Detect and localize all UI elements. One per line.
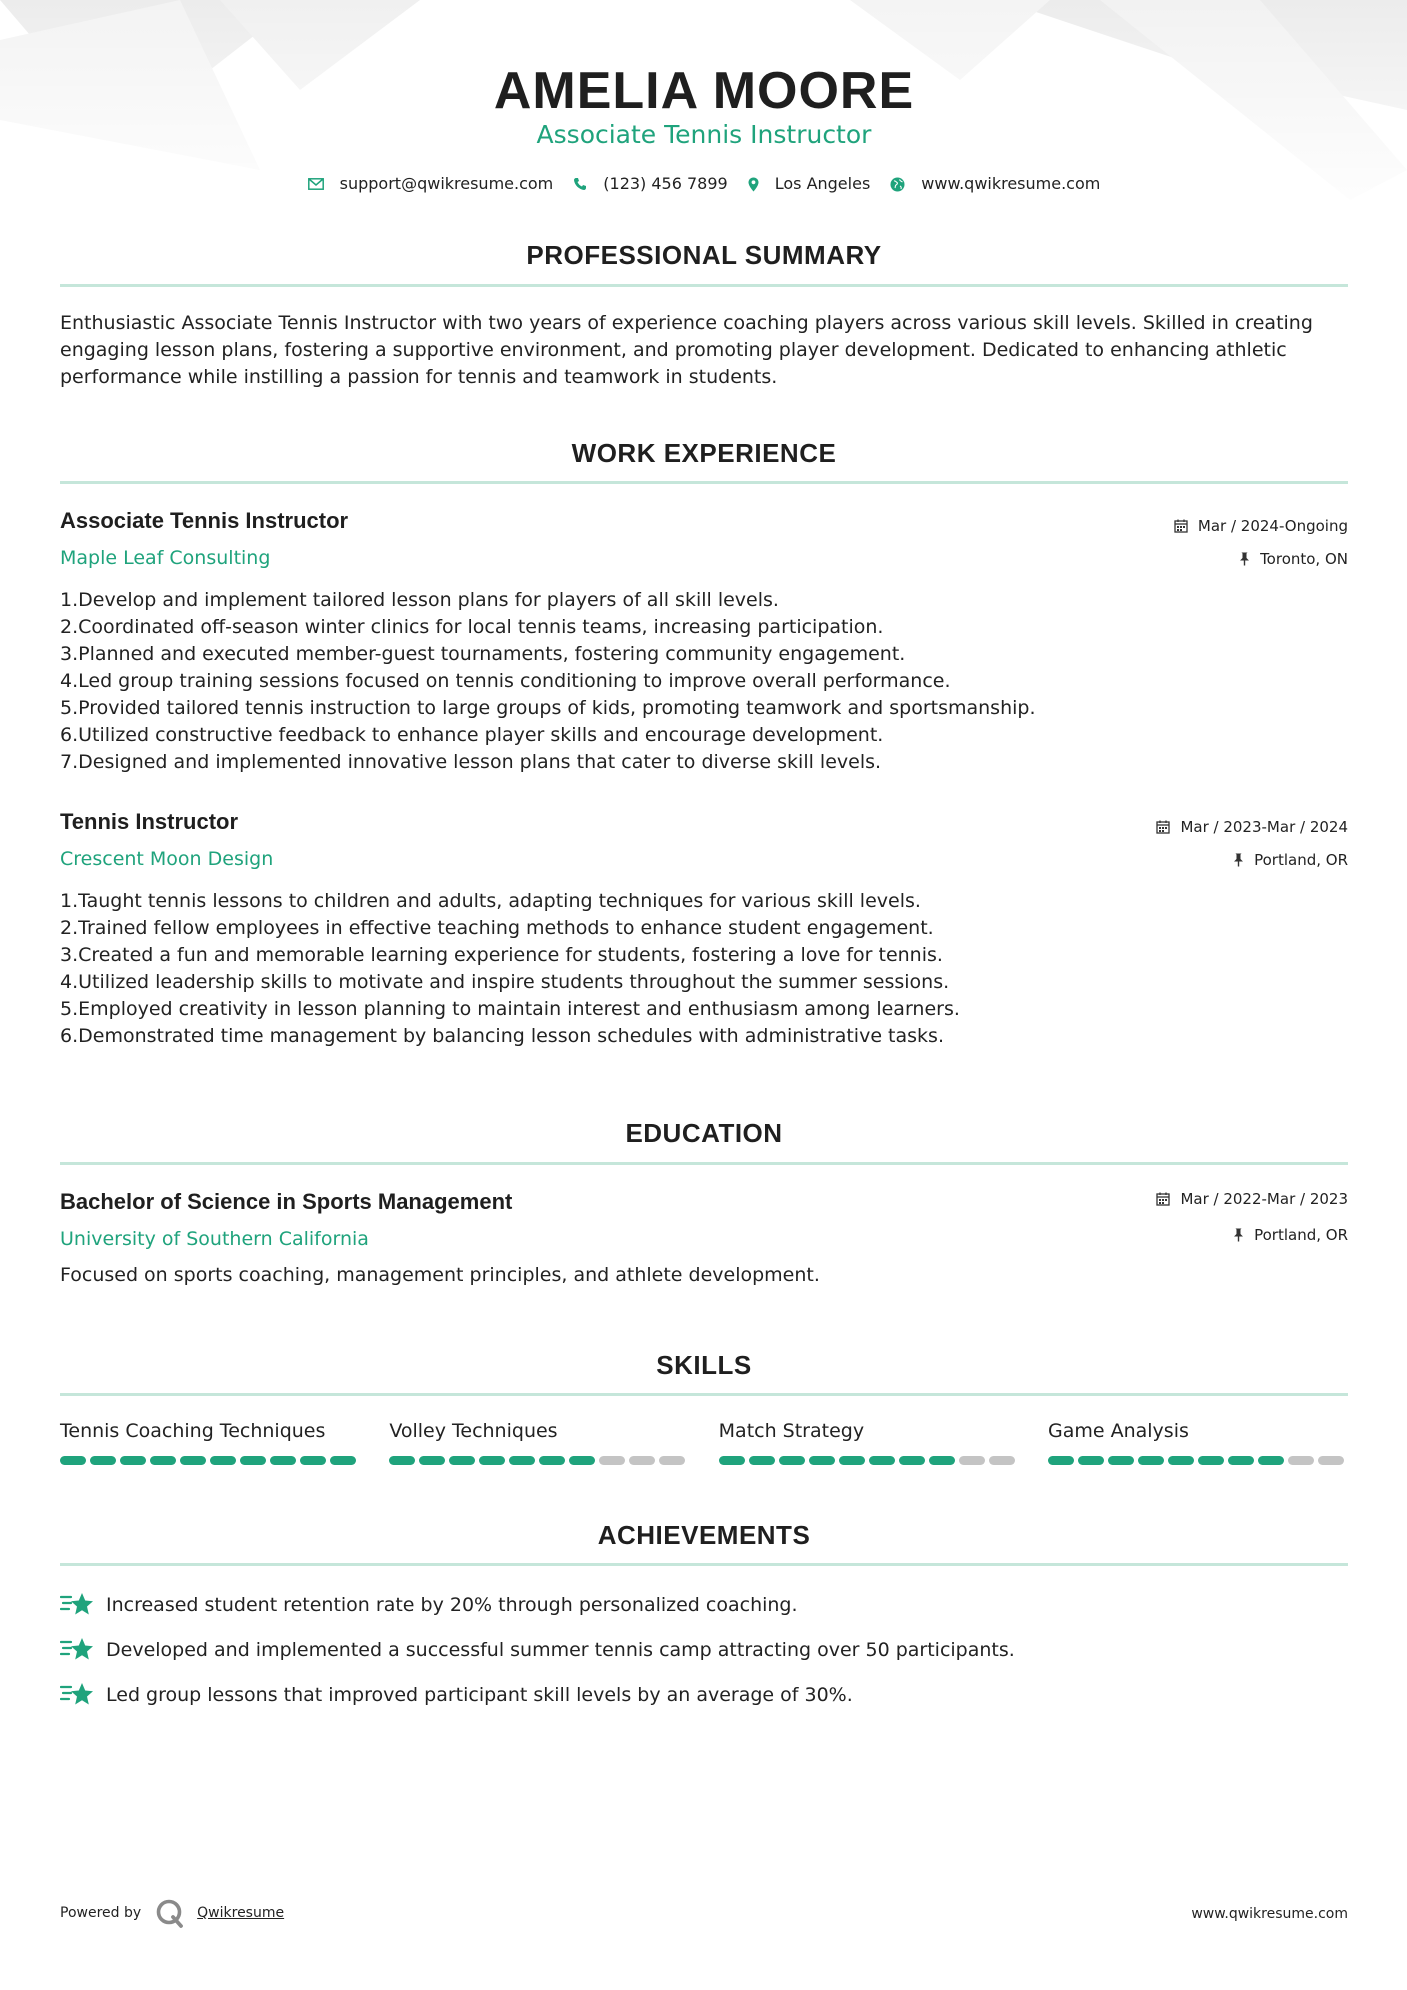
skill-segment-filled: [389, 1456, 415, 1465]
list-item: [60, 1023, 1348, 1050]
list-item: [60, 614, 1348, 641]
list-item-number: 3.: [60, 643, 79, 665]
envelope-icon: [308, 178, 324, 190]
skill-segment-filled: [210, 1456, 236, 1465]
education-description: Focused on sports coaching, management principles, and athlete development.: [60, 1264, 820, 1286]
list-item: [60, 587, 1348, 614]
list-item: [60, 668, 1348, 695]
skill-segment-filled: [1108, 1456, 1134, 1465]
list-item-number: 5.: [60, 697, 79, 719]
skills-list: [60, 1418, 1348, 1465]
skills-heading: SKILLS: [656, 1350, 752, 1380]
list-item-number: 6.: [60, 724, 79, 746]
job-dates-text: Mar / 2023-Mar / 2024: [1180, 818, 1348, 836]
skill-segment-filled: [809, 1456, 835, 1465]
skill-name: Tennis Coaching Techniques: [60, 1420, 326, 1442]
pushpin-icon: [1233, 853, 1244, 867]
skill-segment-filled: [509, 1456, 535, 1465]
list-item-number: 2.: [60, 917, 79, 939]
calendar-icon: [1156, 1192, 1170, 1206]
job-location: [1239, 548, 1348, 570]
list-item-text: Provided tailored tennis instruction to large groups of kids, promoting teamwork and sportsmanship.: [78, 697, 1036, 719]
list-item: [60, 888, 1348, 915]
list-item-number: 2.: [60, 616, 79, 638]
achievement-item: [60, 1680, 1348, 1710]
achievement-text: Increased student retention rate by 20% through personalized coaching.: [106, 1594, 798, 1616]
skill-name: Game Analysis: [1047, 1420, 1189, 1442]
summary-heading: PROFESSIONAL SUMMARY: [526, 240, 882, 270]
skill-segment-filled: [90, 1456, 116, 1465]
list-item-text: Coordinated off-season winter clinics for local tennis teams, increasing participation.: [78, 616, 884, 638]
contact-phone[interactable]: [573, 172, 727, 196]
skill-item: [1048, 1418, 1348, 1465]
list-item-text: Utilized constructive feedback to enhance player skills and encourage development.: [78, 724, 884, 746]
job-title: Associate Tennis Instructor: [60, 508, 349, 533]
skill-item: [389, 1418, 689, 1465]
skill-level-bar: [1048, 1456, 1348, 1465]
contact-bar: [60, 172, 1348, 196]
list-item: [60, 969, 1348, 996]
list-item-text: Led group training sessions focused on tennis conditioning to improve overall performance.: [78, 670, 951, 692]
list-item-text: Develop and implement tailored lesson plans for players of all skill levels.: [78, 589, 779, 611]
skill-segment-filled: [449, 1456, 475, 1465]
list-item-text: Trained fellow employees in effective teaching methods to enhance student engagement.: [78, 917, 934, 939]
skill-segment-filled: [869, 1456, 895, 1465]
job-bullets: [60, 888, 1348, 1050]
list-item-number: 3.: [60, 944, 79, 966]
contact-email[interactable]: [308, 172, 554, 196]
job-title: Tennis Instructor: [60, 809, 239, 834]
skill-segment-filled: [539, 1456, 565, 1465]
skill-segment-filled: [479, 1456, 505, 1465]
job-company: Maple Leaf Consulting: [60, 547, 271, 569]
skill-level-bar: [60, 1456, 360, 1465]
contact-location-text: Los Angeles: [774, 174, 871, 193]
contact-website-text: www.qwikresume.com: [921, 174, 1101, 193]
phone-icon: [573, 177, 587, 191]
skill-segment-filled: [929, 1456, 955, 1465]
skill-item: [60, 1418, 360, 1465]
list-item-text: Utilized leadership skills to motivate and inspire students throughout the summer sessions.: [78, 971, 950, 993]
list-item: [60, 996, 1348, 1023]
list-item-text: Designed and implemented innovative lesson plans that cater to diverse skill levels.: [78, 751, 882, 773]
section-divider: [60, 1563, 1348, 1566]
candidate-title: Associate Tennis Instructor: [536, 120, 872, 149]
degree-title: Bachelor of Science in Sports Management: [60, 1189, 513, 1214]
summary-text: Enthusiastic Associate Tennis Instructor with two years of experience coaching players across various skill levels. Skilled in creating engaging lesson plans, fostering a supportive environment, and promoting player development. Dedicated to enhancing athletic performance while instilling a passion for tennis and teamwork in students.: [60, 312, 1313, 388]
footer-website[interactable]: www.qwikresume.com: [1191, 1906, 1348, 1922]
skill-segment-filled: [749, 1456, 775, 1465]
list-item: [60, 915, 1348, 942]
section-divider: [60, 1393, 1348, 1396]
job-location-text: Portland, OR: [1254, 851, 1348, 869]
shooting-star-icon: [60, 1591, 94, 1619]
map-pin-icon: [748, 177, 759, 192]
list-item-text: Planned and executed member-guest tournaments, fostering community engagement.: [78, 643, 906, 665]
skill-segment-filled: [1198, 1456, 1224, 1465]
contact-location: [748, 172, 871, 196]
list-item: [60, 942, 1348, 969]
skill-segment-filled: [569, 1456, 595, 1465]
skill-segment-filled: [300, 1456, 326, 1465]
list-item-number: 7.: [60, 751, 79, 773]
skill-segment-empty: [629, 1456, 655, 1465]
skill-segment-empty: [959, 1456, 985, 1465]
section-divider: [60, 481, 1348, 484]
education-location-text: Portland, OR: [1254, 1226, 1348, 1244]
skill-segment-filled: [839, 1456, 865, 1465]
list-item-number: 4.: [60, 670, 79, 692]
job-location-text: Toronto, ON: [1260, 550, 1348, 568]
job-location: [1233, 849, 1348, 871]
job-bullets: [60, 587, 1348, 776]
candidate-name: AMELIA MOORE: [493, 62, 915, 120]
calendar-icon: [1174, 519, 1188, 533]
skill-segment-filled: [330, 1456, 356, 1465]
achievement-text: Developed and implemented a successful summer tennis camp attracting over 50 participants.: [106, 1639, 1015, 1661]
list-item: [60, 722, 1348, 749]
list-item-number: 5.: [60, 998, 79, 1020]
skill-segment-filled: [899, 1456, 925, 1465]
skill-segment-filled: [270, 1456, 296, 1465]
skill-item: [719, 1418, 1019, 1465]
contact-email-text: support@qwikresume.com: [339, 174, 554, 193]
list-item: [60, 695, 1348, 722]
skill-name: Match Strategy: [718, 1420, 865, 1442]
list-item: [60, 749, 1348, 776]
education-dates: [1156, 1188, 1348, 1210]
school-name: University of Southern California: [60, 1228, 369, 1250]
skill-segment-filled: [120, 1456, 146, 1465]
skill-segment-filled: [1048, 1456, 1074, 1465]
experience-heading: WORK EXPERIENCE: [571, 438, 837, 468]
section-divider: [60, 284, 1348, 287]
calendar-icon: [1156, 820, 1170, 834]
education-location: [1233, 1224, 1348, 1246]
achievements-list: [60, 1590, 1348, 1725]
powered-by-label: Powered by: [60, 1905, 142, 1921]
pushpin-icon: [1239, 552, 1250, 566]
achievement-text: Led group lessons that improved participant skill levels by an average of 30%.: [106, 1684, 853, 1706]
list-item-text: Taught tennis lessons to children and adults, adapting techniques for various skill levels.: [78, 890, 921, 912]
achievements-heading: ACHIEVEMENTS: [597, 1520, 811, 1550]
skill-segment-filled: [240, 1456, 266, 1465]
list-item-number: 1.: [60, 589, 79, 611]
skill-segment-filled: [719, 1456, 745, 1465]
list-item-text: Employed creativity in lesson planning to maintain interest and enthusiasm among learners.: [78, 998, 960, 1020]
job-company: Crescent Moon Design: [60, 848, 274, 870]
footer-powered-by: [60, 1898, 284, 1928]
skill-segment-empty: [1288, 1456, 1314, 1465]
skill-level-bar: [389, 1456, 689, 1465]
education-heading: EDUCATION: [625, 1118, 783, 1148]
contact-website[interactable]: [890, 172, 1100, 196]
skill-segment-filled: [1078, 1456, 1104, 1465]
list-item-number: 6.: [60, 1025, 79, 1047]
shooting-star-icon: [60, 1636, 94, 1664]
section-divider: [60, 1162, 1348, 1165]
skill-segment-filled: [779, 1456, 805, 1465]
pushpin-icon: [1233, 1228, 1244, 1242]
skill-segment-filled: [60, 1456, 86, 1465]
education-dates-text: Mar / 2022-Mar / 2023: [1180, 1190, 1348, 1208]
achievement-item: [60, 1635, 1348, 1665]
list-item: [60, 641, 1348, 668]
list-item-number: 4.: [60, 971, 79, 993]
skill-segment-filled: [150, 1456, 176, 1465]
skill-segment-empty: [599, 1456, 625, 1465]
globe-icon: [890, 177, 905, 192]
skill-segment-filled: [1258, 1456, 1284, 1465]
resume-page: [60, 0, 1348, 1990]
skill-segment-filled: [1138, 1456, 1164, 1465]
skill-level-bar: [719, 1456, 1019, 1465]
list-item-text: Created a fun and memorable learning experience for students, fostering a love for tennis.: [78, 944, 943, 966]
skill-segment-filled: [180, 1456, 206, 1465]
skill-segment-filled: [1168, 1456, 1194, 1465]
job-dates: [1174, 515, 1348, 537]
skill-segment-empty: [1318, 1456, 1344, 1465]
skill-segment-filled: [419, 1456, 445, 1465]
job-dates: [1156, 816, 1348, 838]
achievement-item: [60, 1590, 1348, 1620]
qwikresume-link[interactable]: Qwikresume: [197, 1905, 285, 1921]
skill-segment-filled: [1228, 1456, 1254, 1465]
job-dates-text: Mar / 2024-Ongoing: [1197, 517, 1348, 535]
skill-name: Volley Techniques: [389, 1420, 558, 1442]
list-item-text: Demonstrated time management by balancing lesson schedules with administrative tasks.: [78, 1025, 944, 1047]
shooting-star-icon: [60, 1681, 94, 1709]
qwikresume-logo-icon: [155, 1898, 185, 1928]
skill-segment-empty: [989, 1456, 1015, 1465]
skill-segment-empty: [659, 1456, 685, 1465]
list-item-number: 1.: [60, 890, 79, 912]
contact-phone-text: (123) 456 7899: [603, 174, 728, 193]
